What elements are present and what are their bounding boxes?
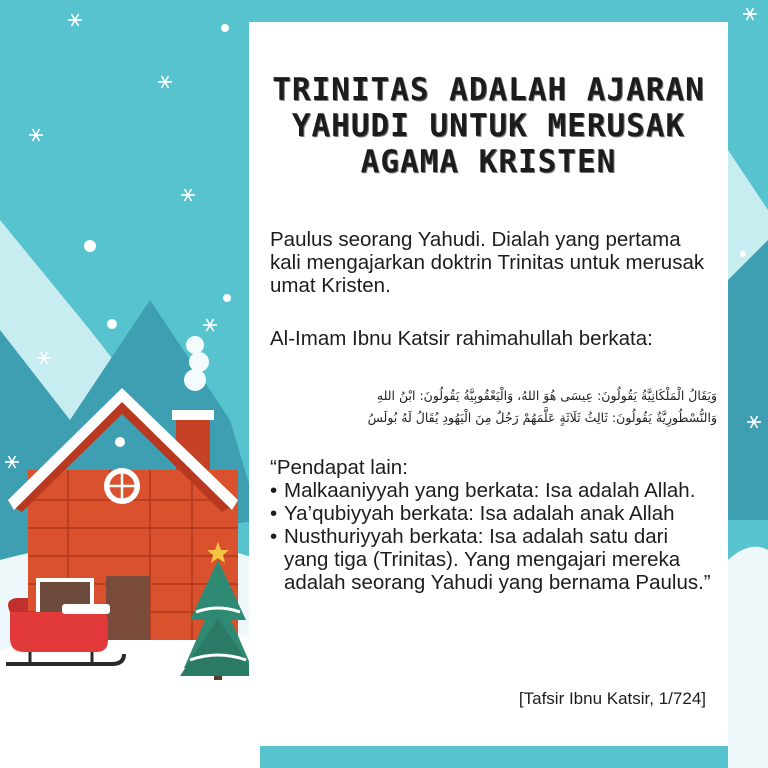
source-reference: [Tafsir Ibnu Katsir, 1/724]	[518, 689, 706, 708]
citation-intro: Al-Imam Ibnu Katsir rahimahullah berkata:	[270, 327, 653, 350]
list-item-text: Nusthuriyyah berkata: Isa adalah satu dari yang tiga (Trinitas). Yang mengajari mereka adalah seorang Yahudi yang bernama Paulus.”	[284, 525, 711, 594]
quote-intro: “Pendapat lain:	[270, 456, 408, 479]
translation-quote	[270, 456, 715, 594]
title-line: TRINITAS ADALAH AJARAN	[272, 72, 705, 108]
bullet-icon: •	[270, 502, 278, 525]
title-line: YAHUDI UNTUK MERUSAK	[291, 108, 686, 144]
list-item-text: Malkaaniyyah yang berkata: Isa adalah Allah.	[284, 479, 696, 502]
list-item	[270, 525, 715, 594]
arabic-line: وَيَقَالُ الْمَلْكَانِيَّةُ يَقُولُونَ: عِيسَى هُوَ اللهُ، وَالْيَعْقُوبِيَّةُ يَقُولُونَ: ابْنُ اللهِ	[376, 388, 717, 403]
list-item	[270, 479, 715, 502]
arabic-line: وَالنُّسْطُورِيَّةُ يَقُولُونَ: ثَالِثُ ثَلَاثَةٍ عَلَّمَهُمْ رَجُلٌ مِنَ الْيَهُودِ يُقَالُ لَهُ بُولَسُ	[367, 410, 717, 425]
title-line: AGAMA KRISTEN	[360, 144, 617, 180]
intro-paragraph: Paulus seorang Yahudi. Dialah yang pertama kali mengajarkan doktrin Trinitas untuk merusak umat Kristen.	[270, 228, 705, 297]
list-item-text: Ya’qubiyyah berkata: Isa adalah anak Allah	[284, 502, 675, 525]
content-card	[249, 22, 728, 746]
bullet-icon: •	[270, 479, 278, 502]
page-title	[249, 72, 728, 180]
arabic-quote	[269, 385, 717, 429]
list-item	[270, 502, 715, 525]
bullet-icon: •	[270, 525, 278, 548]
